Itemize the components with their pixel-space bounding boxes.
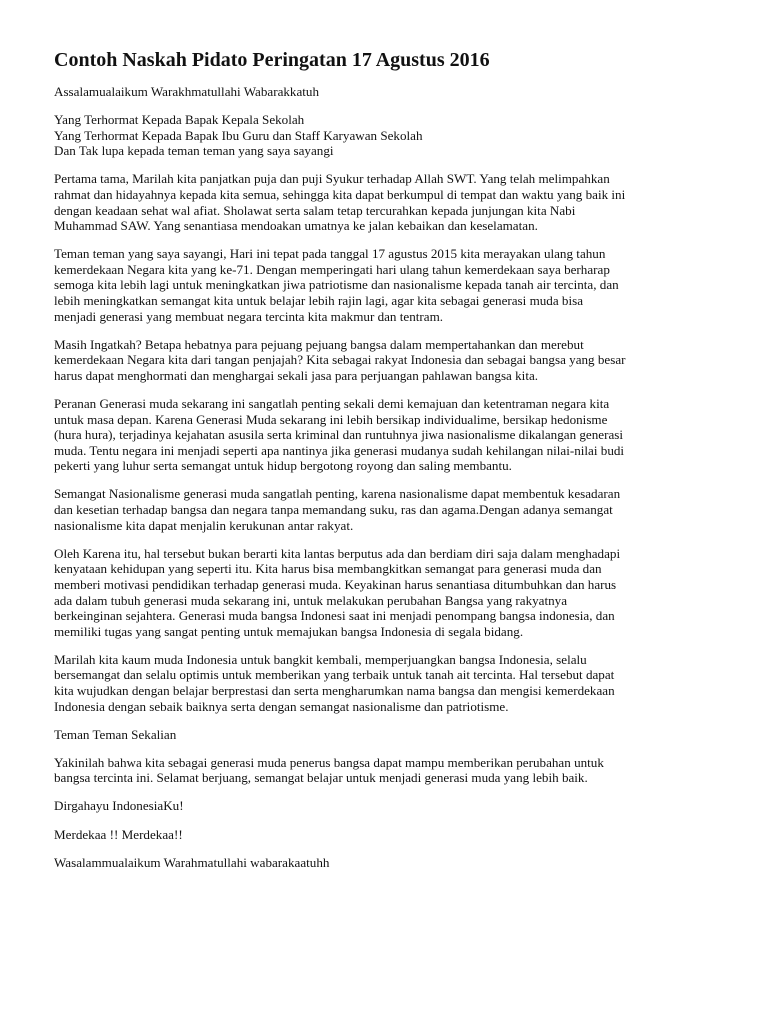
text-line: lebih meningkatkan semangat kita untuk belajar lebih rajin lagi, agar kita sebagai generasi muda bisa xyxy=(54,293,584,309)
text-line: muda. Tentu negara ini menjadi seperti apa nantinya jika generasi mudanya sudah kehilangan nilai-nilai budi xyxy=(54,442,625,458)
text-line: kemerdekaan Negara kita dari tangan penjajah? Kita sebagai rakyat Indonesia dan sebagai bangsa yang besar xyxy=(54,352,626,368)
paragraph xyxy=(54,396,728,474)
text-line: Pertama tama, Marilah kita panjatkan puja dan puji Syukur terhadap Allah SWT. Yang telah melimpahkan xyxy=(54,171,610,187)
text-line: kita wujudkan dengan belajar berprestasi dan serta mengharumkan nama bangsa dan mengisi kemerdekaan xyxy=(54,683,615,698)
paragraph xyxy=(54,798,728,814)
text-line: ada dalam tubuh generasi muda sekarang ini, untuk melakukan perubahan Bangsa yang rakyatnya xyxy=(54,592,568,608)
text-line: Muhammad SAW. Yang senantiasa mendoakan umatnya ke jalan kebaikan dan keselamatan. xyxy=(54,218,538,234)
text-line: Assalamualaikum Warakhmatullahi Wabarakkatuh xyxy=(54,84,320,99)
text-line: Merdekaa !! Merdekaa!! xyxy=(54,826,183,842)
text-line: Oleh Karena itu, hal tersebut bukan berarti kita lantas berputus ada dan berdiam diri saja dalam menghadapi xyxy=(54,545,621,561)
text-line: nasionalisme kita dapat menjalin kerukunan antar rakyat. xyxy=(54,517,354,533)
text-line: Teman teman yang saya sayangi, Hari ini tepat pada tanggal 17 agustus 2015 kita merayakan ulang tahun xyxy=(54,246,606,262)
paragraph xyxy=(54,84,728,100)
paragraph xyxy=(54,652,728,714)
text-line: Wasalammualaikum Warahmatullahi wabarakaatuhh xyxy=(54,854,330,870)
page-title: Contoh Naskah Pidato Peringatan 17 Agustus 2016 xyxy=(54,49,490,71)
text-line: kenyataan kehidupan yang seperti itu. Kita harus bisa membangkitkan semangat para generasi muda dan xyxy=(54,561,602,577)
text-line: Teman Teman Sekalian xyxy=(54,726,177,742)
text-line: harus dapat menghormati dan menghargai sekali jasa para perjuangan pahlawan bangsa kita. xyxy=(54,367,539,383)
text-line: memberi motivasi pendidikan terhadap generasi muda. Keyakinan harus senantiasa ditumbuhkan dan harus xyxy=(54,576,617,592)
text-line: bangsa tercinta ini. Selamat berjuang, semangat belajar untuk menjadi generasi muda yang lebih baik. xyxy=(54,770,588,786)
text-line: menjadi generasi yang membuat negara tercinta kita makmur dan tentram. xyxy=(54,308,444,324)
text-line: (hura hura), terjadinya kejahatan asusila serta kriminal dan runtuhnya jiwa nasionalisme dikalangan generasi xyxy=(54,427,624,443)
text-line: untuk masa depan. Karena Generasi Muda sekarang ini lebih bersikap individualime, bersikap hedonisme xyxy=(54,411,608,427)
text-line: Yakinilah bahwa kita sebagai generasi muda penerus bangsa dapat mampu memberikan perubahan untuk xyxy=(54,754,604,770)
text-line: semoga kita lebih lagi untuk meningkatkan jiwa patriotisme dan nasionalisme kepada tanah air tercinta, dan xyxy=(54,277,619,293)
paragraph xyxy=(54,727,728,743)
text-line: memiliki tugas yang sangat penting untuk memajukan bangsa Indonesia di segala bidang. xyxy=(54,623,524,639)
paragraph xyxy=(54,486,728,533)
text-line: Peranan Generasi muda sekarang ini sangatlah penting sekali demi kemajuan dan ketentraman negara kita xyxy=(54,396,610,411)
paragraph xyxy=(54,855,728,871)
paragraph xyxy=(54,337,728,384)
text-line: Dirgahayu IndonesiaKu! xyxy=(54,798,184,814)
text-line: dan kesetian terhadap bangsa dan negara tanpa memandang suku, ras dan agama.Dengan adanya semangat xyxy=(54,502,613,518)
paragraph xyxy=(54,112,728,159)
text-line: rahmat dan hidayahnya kepada kita semua, sehingga kita dapat berkumpul di tempat dan waktu yang baik ini xyxy=(54,186,626,202)
document-body xyxy=(54,84,728,870)
text-line: dengan keadaan sehat wal afiat. Sholawat serta salam tetap tercurahkan kepada junjungan kita Nabi xyxy=(54,202,576,218)
text-line: Semangat Nasionalisme generasi muda sangatlah penting, karena nasionalisme dapat membentuk kesadaran xyxy=(54,486,621,502)
text-line: Dan Tak lupa kepada teman teman yang saya sayangi xyxy=(54,143,334,159)
text-line: Yang Terhormat Kepada Bapak Ibu Guru dan Staff Karyawan Sekolah xyxy=(54,127,423,143)
paragraph xyxy=(54,246,728,324)
text-line: Marilah kita kaum muda Indonesia untuk bangkit kembali, memperjuangkan bangsa Indonesia, selalu xyxy=(54,651,587,667)
text-line: Yang Terhormat Kepada Bapak Kepala Sekolah xyxy=(54,112,305,128)
text-line: Masih Ingatkah? Betapa hebatnya para pejuang pejuang bangsa dalam mempertahankan dan merebut xyxy=(54,336,584,352)
text-line: Indonesia dengan sebaik baiknya serta dengan semangat nasionalisme dan patriotisme. xyxy=(54,698,509,714)
text-line: berkeinginan sejahtera. Generasi muda bangsa Indonesi saat ini menjadi penompang bangsa indonesia, dan xyxy=(54,608,615,624)
paragraph xyxy=(54,171,728,233)
paragraph xyxy=(54,827,728,843)
text-line: pekerti yang luhur serta semangat untuk hidup bergotong royong dan saling membantu. xyxy=(54,458,512,474)
text-line: bersemangat dan selalu optimis untuk memberikan yang terbaik untuk tanah ait tercinta. Hal tersebut dapat xyxy=(54,667,615,683)
text-line: kemerdekaan Negara kita yang ke-71. Dengan memperingati hari ulang tahun kemerdekaan saya berharap xyxy=(54,261,610,277)
paragraph xyxy=(54,546,728,640)
paragraph xyxy=(54,755,728,786)
